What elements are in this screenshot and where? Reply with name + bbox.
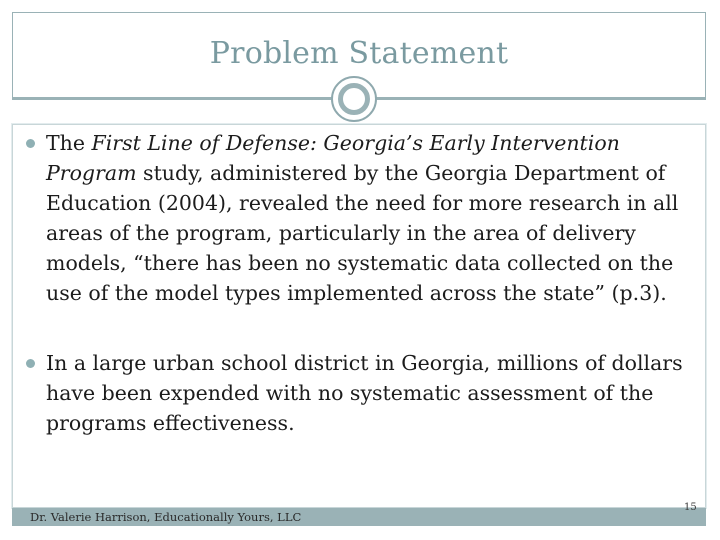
divider-ring-icon — [338, 83, 370, 115]
left-frame — [0, 0, 12, 540]
bullet-dot-icon — [26, 139, 35, 148]
bullet-suffix: study, administered by the Georgia Department of Education (2004), revealed the need for more research in all areas of the program, particularly in the area of delivery models, “there has been no systematic data collected on the use of the model types implemented across the state” (p.3). — [46, 161, 679, 305]
slide-number: 15 — [684, 502, 697, 513]
study-title: First Line of Defense: Georgia’s Early Intervention Program — [46, 131, 620, 185]
bullet-item — [22, 128, 690, 308]
bullet-list — [22, 128, 690, 438]
bullet-dot-icon — [26, 359, 35, 368]
bullet-text: In a large urban school district in Georgia, millions of dollars have been expended with no systematic assessment of the programs effectiveness. — [46, 351, 683, 435]
bullet-prefix: The — [46, 131, 92, 155]
slide-title: Problem Statement — [209, 36, 509, 71]
bottom-frame — [0, 526, 720, 540]
bullet-item — [22, 348, 690, 438]
footer-author: Dr. Valerie Harrison, Educationally Yours, LLC — [30, 510, 302, 524]
